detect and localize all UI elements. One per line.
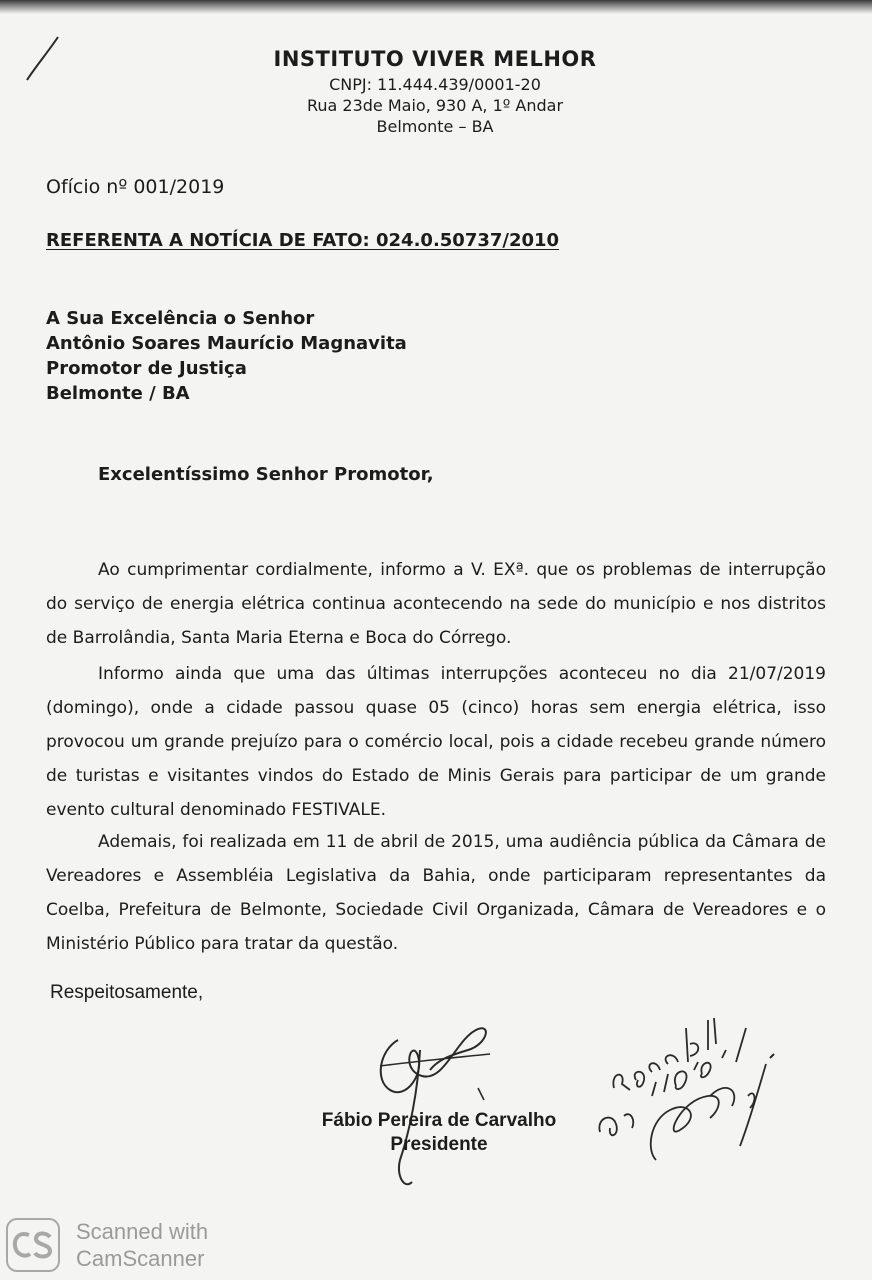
addressee-line: Belmonte / BA (46, 383, 190, 404)
watermark-line: Scanned with (76, 1219, 209, 1244)
closing: Respeitosamente, (50, 982, 204, 1003)
organization-city: Belmonte – BA (376, 117, 494, 136)
organization-cnpj: CNPJ: 11.444.439/0001-20 (329, 75, 541, 94)
received-handwritten-note (590, 1000, 790, 1170)
camscanner-watermark (76, 1218, 208, 1272)
organization-name: INSTITUTO VIVER MELHOR (273, 47, 597, 71)
addressee-line: Promotor de Justiça (46, 358, 247, 379)
pen-slash-mark (22, 34, 62, 84)
signer-role: Presidente (390, 1134, 488, 1155)
letterhead (200, 44, 670, 137)
salutation: Excelentíssimo Senhor Promotor, (98, 464, 434, 485)
body-paragraph: Informo ainda que uma das últimas interrupções aconteceu no dia 21/07/2019 (domingo), onde a cidade passou quase 05 (cinco) horas sem energia elétrica, isso provocou um grande prejuízo para o comércio local, pois a cidade recebeu grande número de turistas e visitantes vindos do Estado de Minis Gerais para participar de um grande evento cultural denominado FESTIVALE. (46, 664, 826, 820)
oficio-number: Ofício nº 001/2019 (46, 176, 225, 198)
signer-name: Fábio Pereira de Carvalho (321, 1110, 557, 1131)
organization-address: Rua 23de Maio, 930 A, 1º Andar (306, 96, 564, 115)
addressee-line: Antônio Soares Maurício Magnavita (46, 333, 407, 354)
handwritten-signature (360, 1010, 510, 1200)
addressee-line: A Sua Excelência o Senhor (46, 308, 315, 329)
reference-line: REFERENTA A NOTÍCIA DE FATO: 024.0.50737/2010 (46, 230, 560, 251)
body-paragraph: Ademais, foi realizada em 11 de abril de 2015, uma audiência pública da Câmara de Vereadores e Assembléia Legislativa da Bahia, onde participaram representantes da Coelba, Prefeitura de Belmonte, Sociedade Civil Organizada, Câmara de Vereadores e o Ministério Público para tratar da questão. (46, 832, 826, 954)
scan-top-edge (0, 0, 872, 14)
addressee-block (46, 306, 407, 406)
body-paragraph: Ao cumprimentar cordialmente, informo a V. EXª. que os problemas de interrupção do serviço de energia elétrica continua acontecendo na sede do município e nos distritos de Barrolândia, Santa Maria Eterna e Boca do Córrego. (46, 560, 826, 648)
camscanner-logo-icon (6, 1218, 60, 1272)
watermark-line: CamScanner (76, 1246, 205, 1271)
